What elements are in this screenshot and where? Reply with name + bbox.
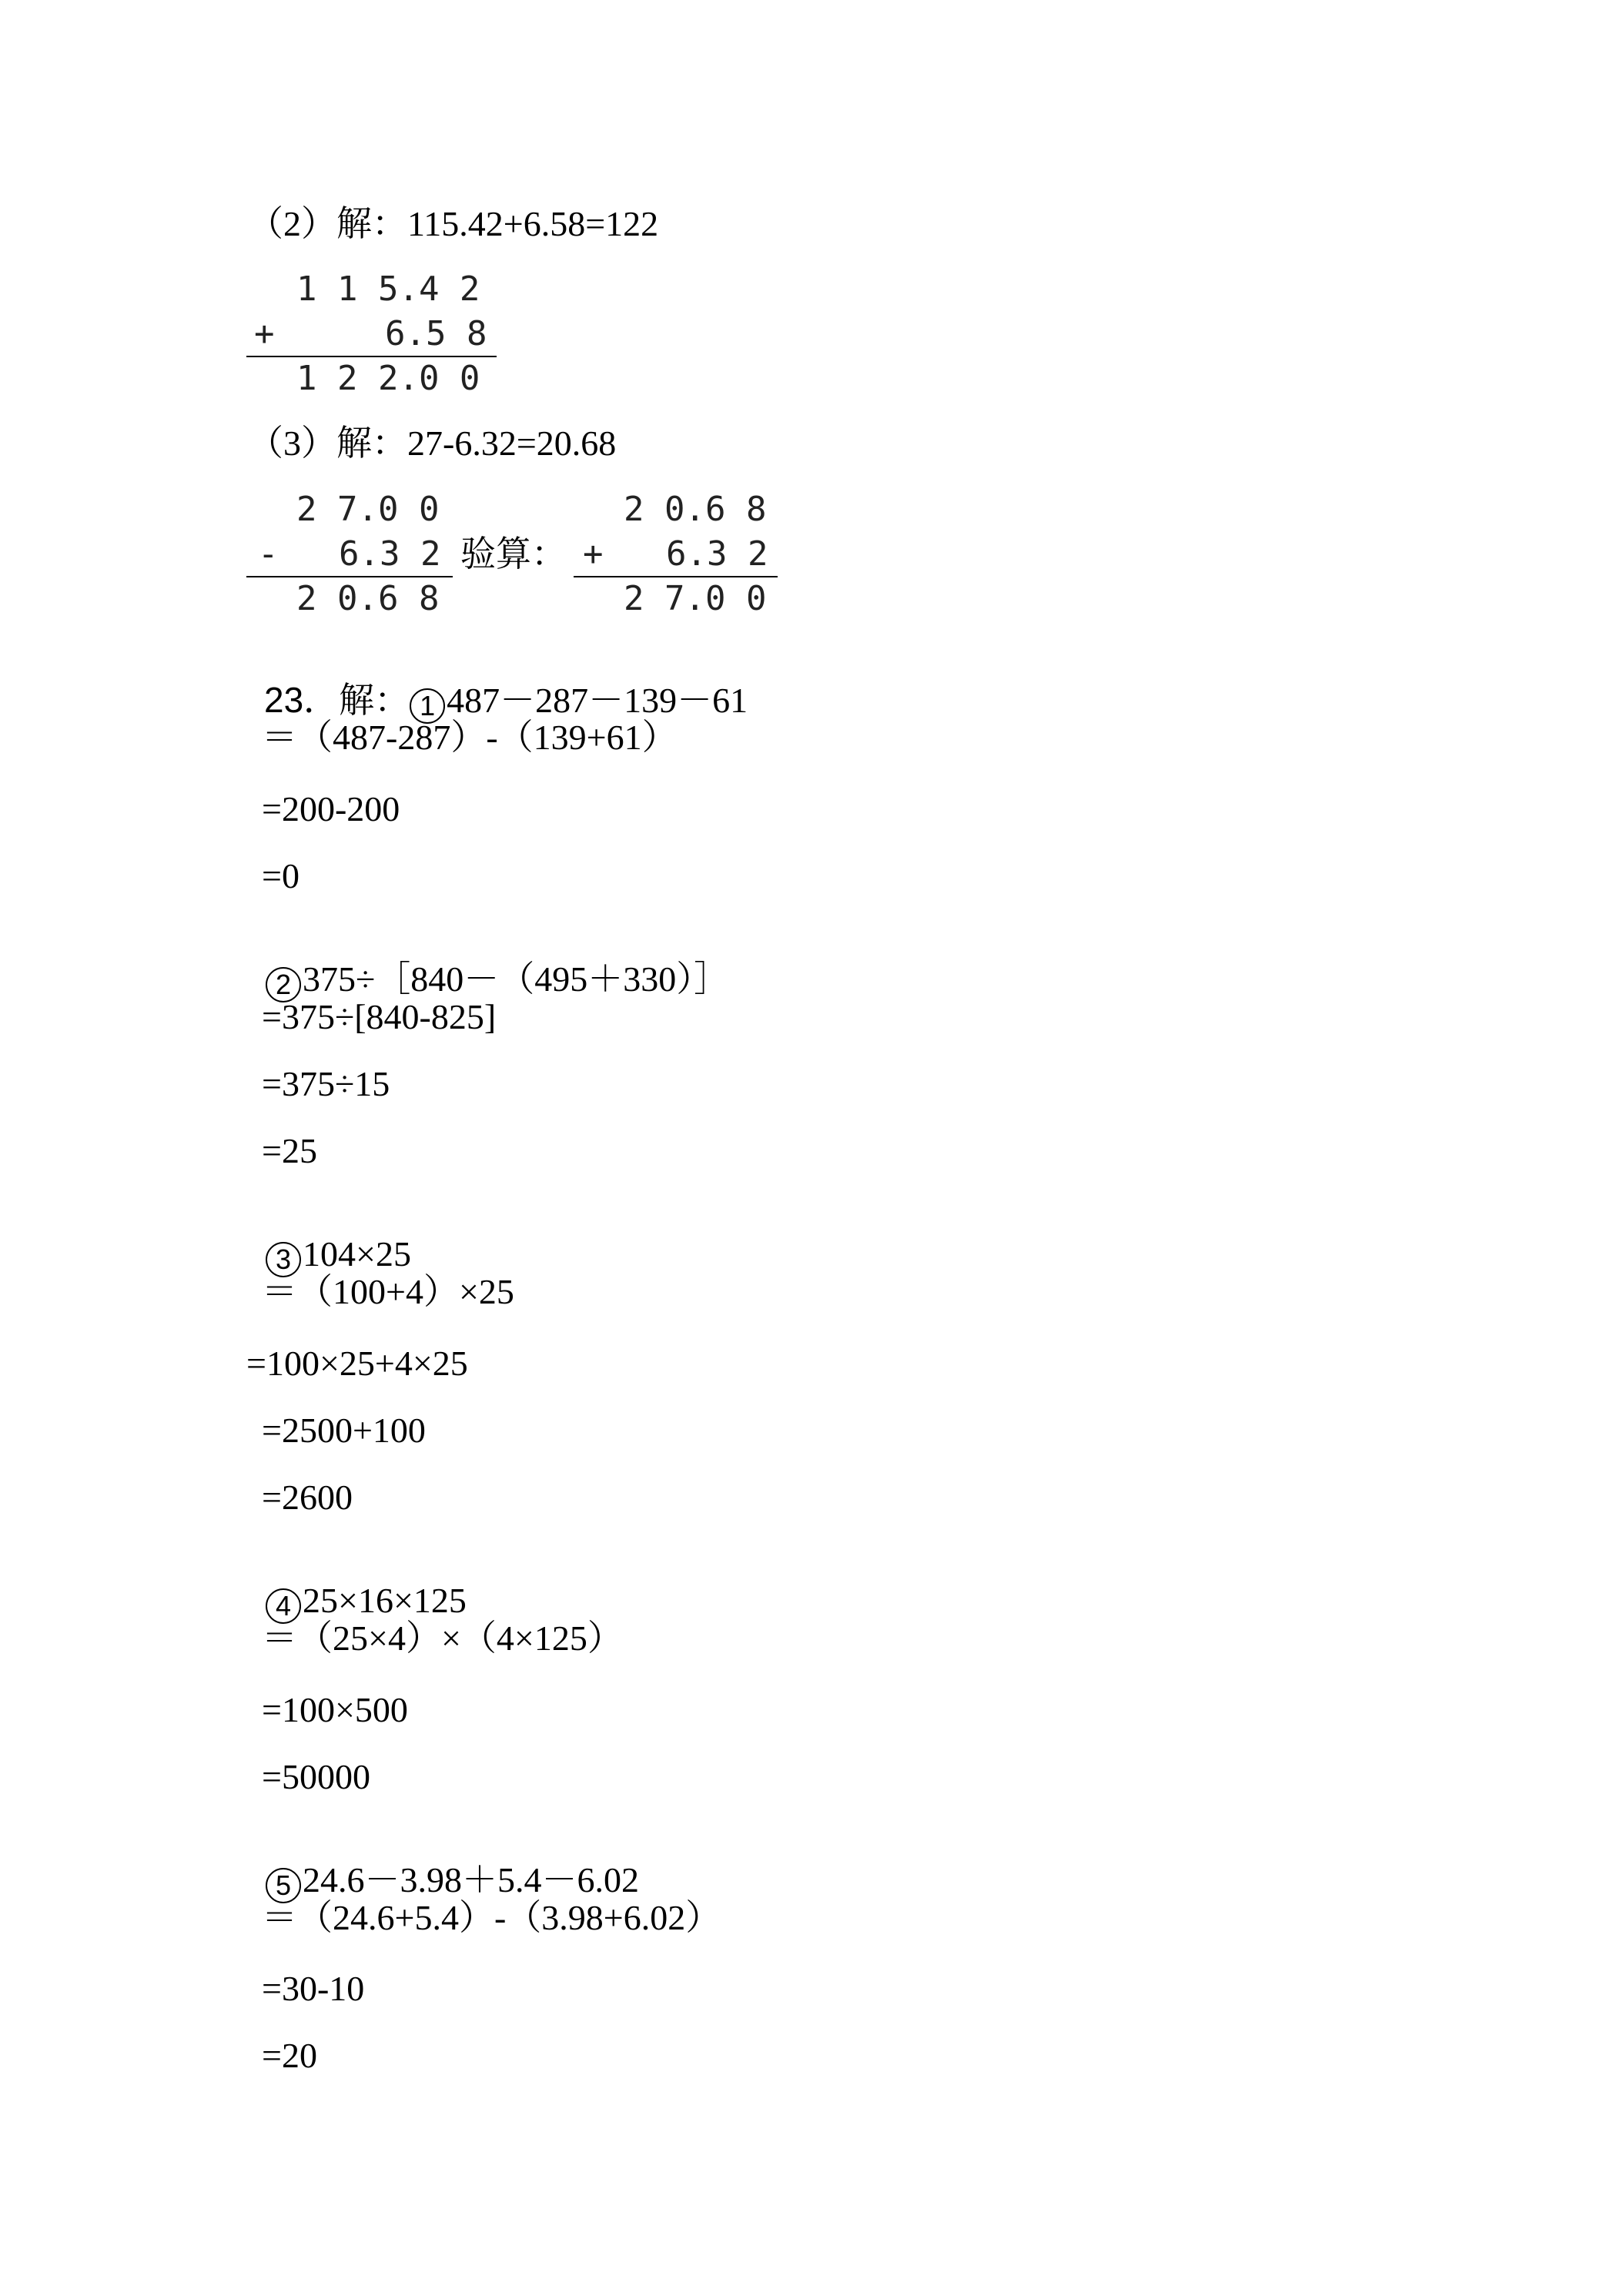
q23-mark-5: 5 [266,1868,301,1903]
q3-check-label: 验算： [460,534,567,574]
q23-mark-3: 3 [266,1242,301,1277]
q3-difference: 2 0.6 8 [296,579,440,618]
q23-4-expression: 25×16×125 [303,1581,467,1620]
q3-check-addend-2: 6.3 2 [666,534,768,574]
q23-2-step-3: =25 [262,1131,317,1170]
q23-mark-4: 4 [266,1588,301,1624]
q3-heading: （3）解：27-6.32=20.68 [248,423,617,463]
q23-1-expression: 487－287－139－61 [447,681,748,720]
q23-5-expression: 24.6－3.98＋5.4－6.02 [303,1860,639,1899]
q23-5-step-2: =30-10 [262,1969,365,2008]
q2-sum: 1 2 2.0 0 [296,359,480,398]
q23-5-heading [248,1827,639,1903]
q23-5-step-3: =20 [262,2036,317,2075]
q3-minuend: 2 7.0 0 [296,490,440,529]
q23-2-heading [248,926,729,1002]
q23-3-step-3: =2500+100 [262,1411,426,1450]
q23-mark-1: 1 [410,688,445,724]
q3-subtrahend: 6.3 2 [339,534,441,574]
q23-4-step-1: ＝（25×4）×（4×125） [262,1618,623,1658]
q23-number: 23．解： [264,680,410,720]
q23-4-heading [248,1548,467,1624]
q23-heading [246,647,748,724]
q2-operator: + [254,314,275,353]
q23-2-expression: 375÷［840－（495＋330）］ [303,959,730,999]
q2-sum-rule [246,356,497,357]
q3-check-rule [574,576,778,577]
q23-3-step-1: ＝（100+4）×25 [262,1272,514,1311]
q23-5-step-1: ＝（24.6+5.4）-（3.98+6.02） [262,1898,721,1937]
q23-3-step-4: =2600 [262,1478,353,1517]
q23-4-step-3: =50000 [262,1757,370,1796]
q23-1-step-3: =0 [262,856,300,895]
q23-2-step-1: =375÷[840-825] [262,997,497,1036]
q23-3-expression: 104×25 [303,1234,411,1274]
q2-addend-2: 6.5 8 [385,314,487,353]
q23-1-step-2: =200-200 [262,789,400,828]
q3-check-operator: + [583,534,604,574]
q23-3-step-2: =100×25+4×25 [246,1344,468,1383]
q23-4-step-2: =100×500 [262,1690,408,1729]
q3-operator: - [258,534,279,574]
q3-check-addend-1: 2 0.6 8 [624,490,767,529]
q23-3-heading [248,1201,411,1277]
q23-2-step-2: =375÷15 [262,1064,390,1103]
q23-mark-2: 2 [266,967,301,1002]
q3-check-sum: 2 7.0 0 [624,579,767,618]
q2-addend-1: 1 1 5.4 2 [296,269,480,309]
q2-heading: （2）解：115.42+6.58=122 [248,204,659,243]
q23-1-step-1: ＝（487-287）-（139+61） [262,718,678,757]
q3-difference-rule [246,576,453,577]
